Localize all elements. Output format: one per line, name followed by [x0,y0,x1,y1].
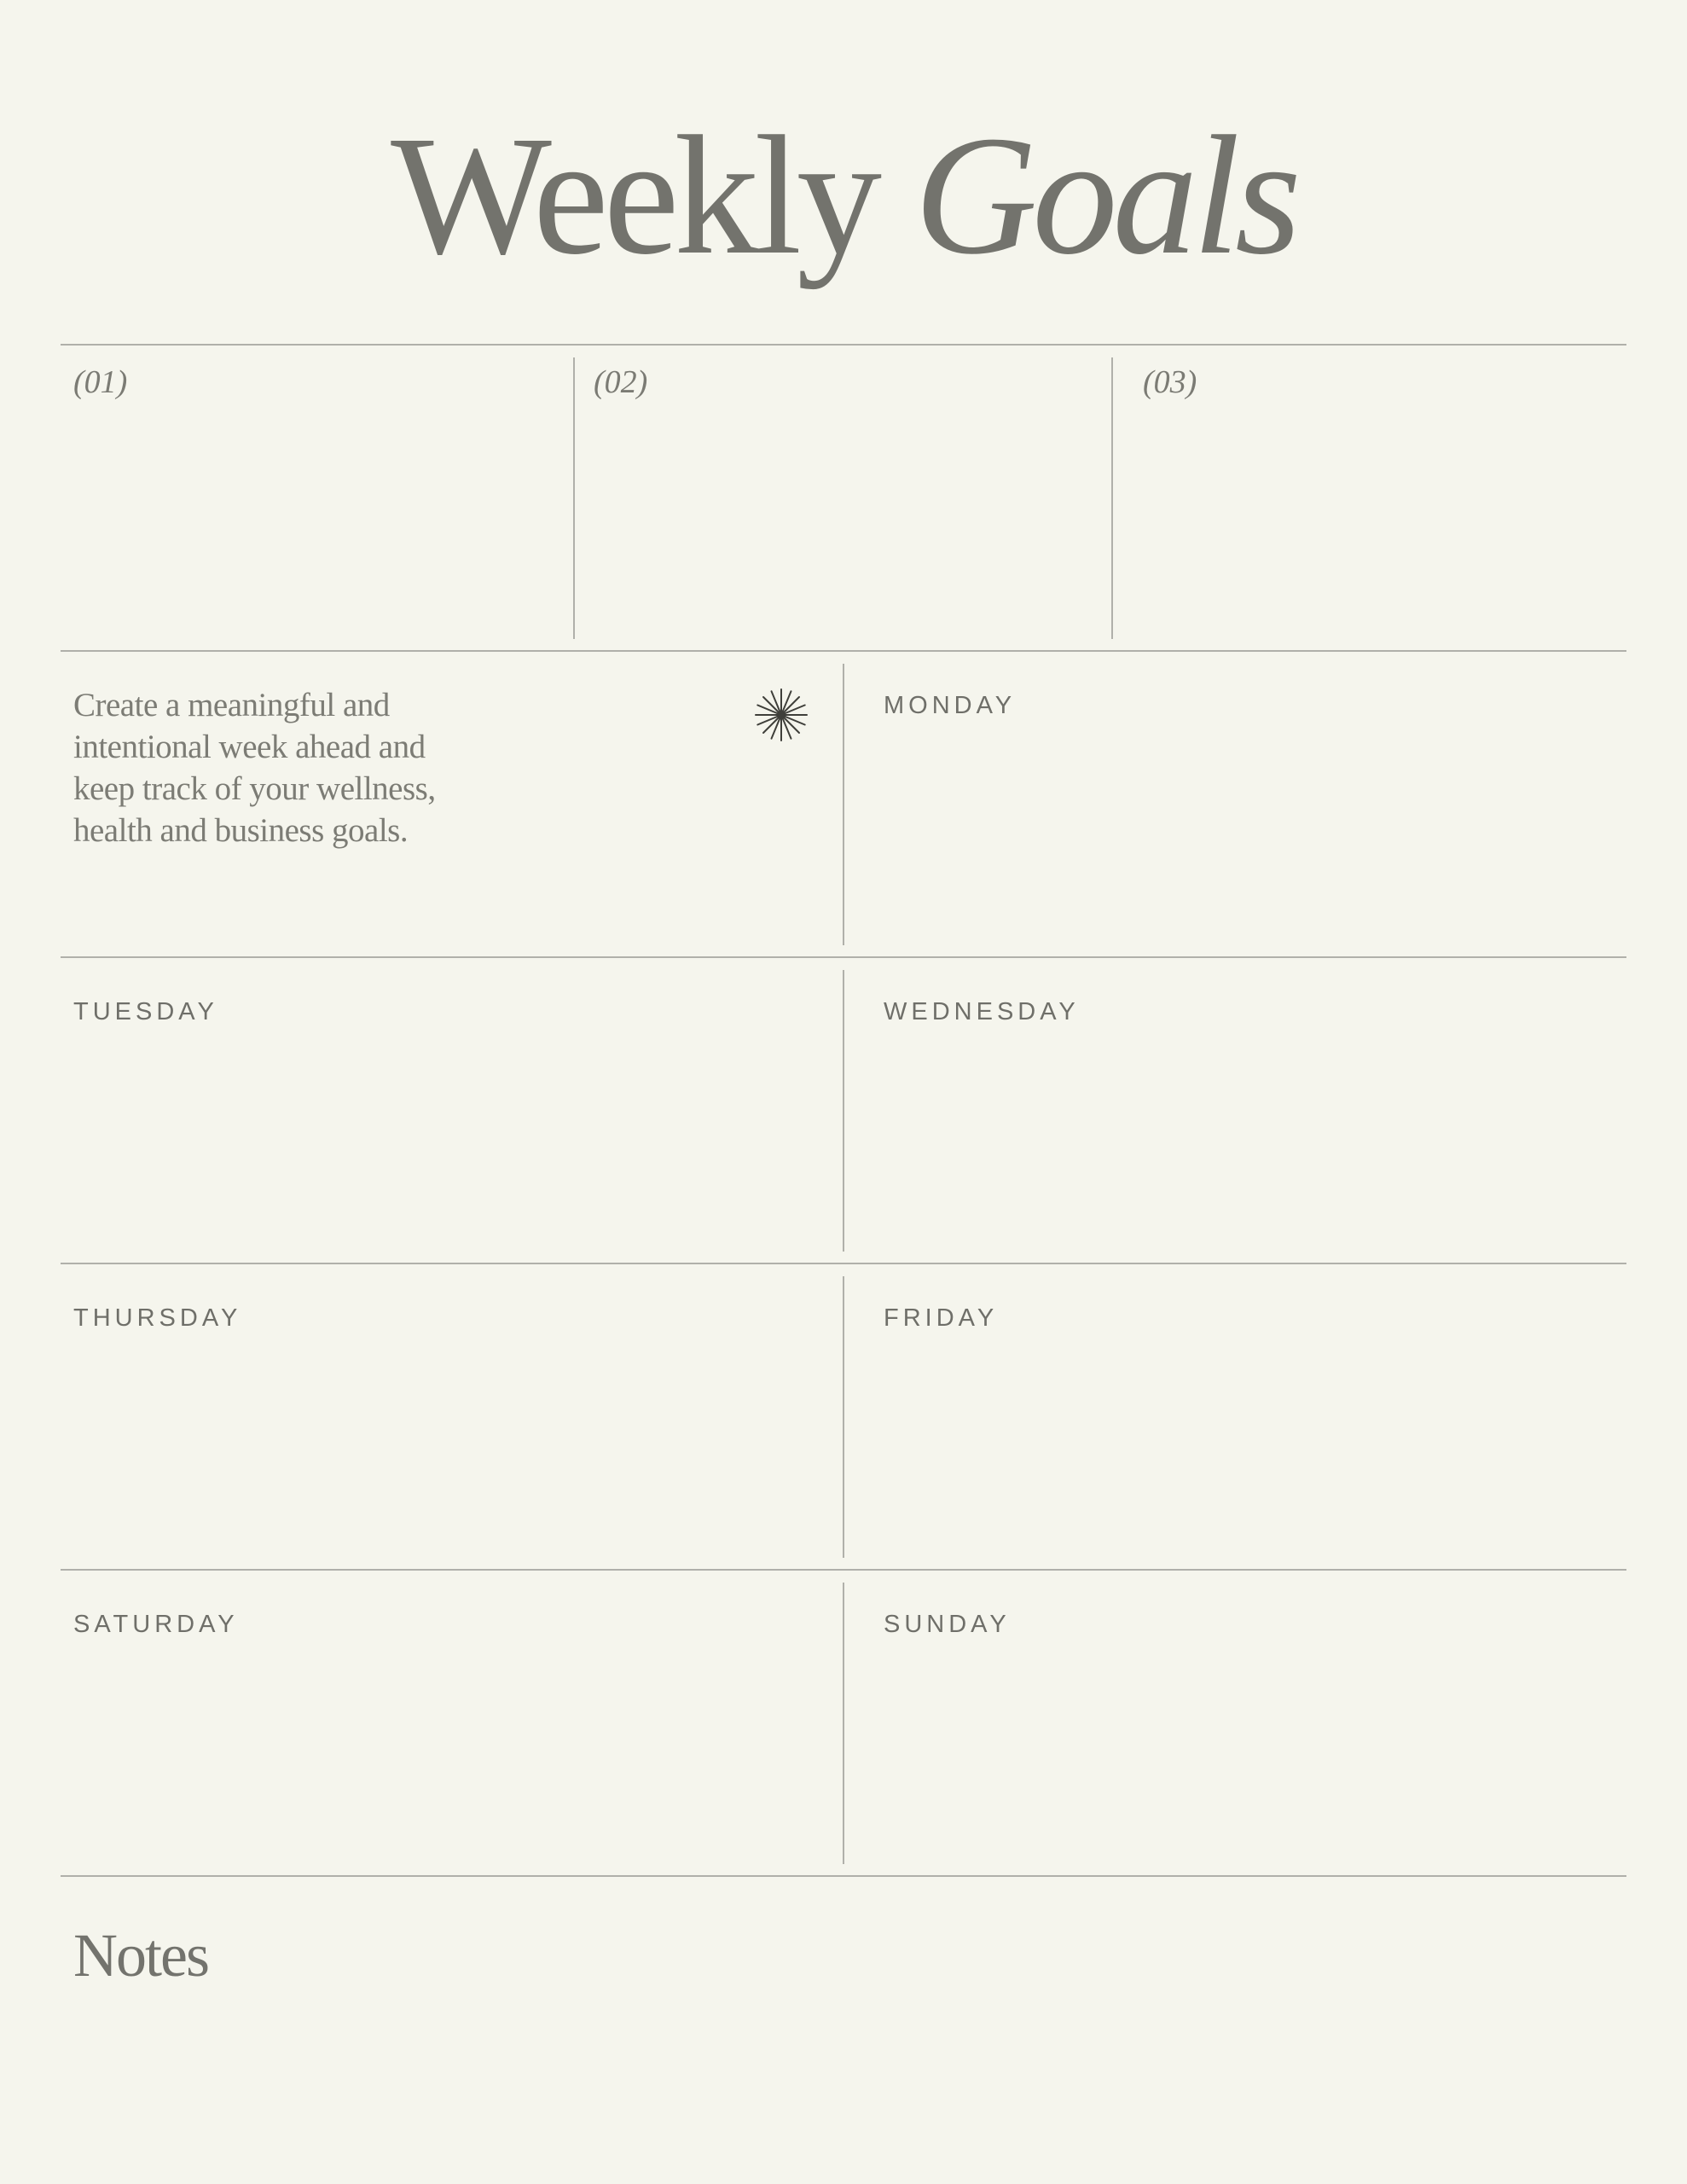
divider-top [61,344,1626,346]
goal-divider-2 [1111,357,1113,639]
row-divider-2 [843,970,844,1252]
title-italic: Goals [914,102,1296,290]
divider-row-2 [61,1263,1626,1264]
day-label-tuesday: TUESDAY [73,998,218,1025]
day-label-monday: MONDAY [884,692,1017,719]
row-divider-3 [843,1276,844,1558]
day-label-saturday: SATURDAY [73,1611,239,1638]
page-title [0,94,1687,299]
divider-notes [61,1875,1626,1877]
goal-1-label: (01) [73,364,128,400]
goal-3-label: (03) [1143,364,1197,400]
divider-row-1 [61,956,1626,958]
day-label-sunday: SUNDAY [884,1611,1011,1638]
day-label-wednesday: WEDNESDAY [884,998,1080,1025]
goal-2-label: (02) [594,364,648,400]
day-label-friday: FRIDAY [884,1304,999,1332]
starburst-icon [754,688,809,742]
divider-goals-bottom [61,650,1626,652]
goal-divider-1 [573,357,575,639]
row-divider-4 [843,1583,844,1864]
intro-text: Create a meaningful and intentional week ahead and keep track of your wellness, health and business goals. [73,687,436,849]
row-divider-1 [843,664,844,945]
title-plain: Weekly [391,102,877,290]
divider-row-3 [61,1569,1626,1571]
notes-heading: Notes [73,1921,208,1989]
day-label-thursday: THURSDAY [73,1304,242,1332]
